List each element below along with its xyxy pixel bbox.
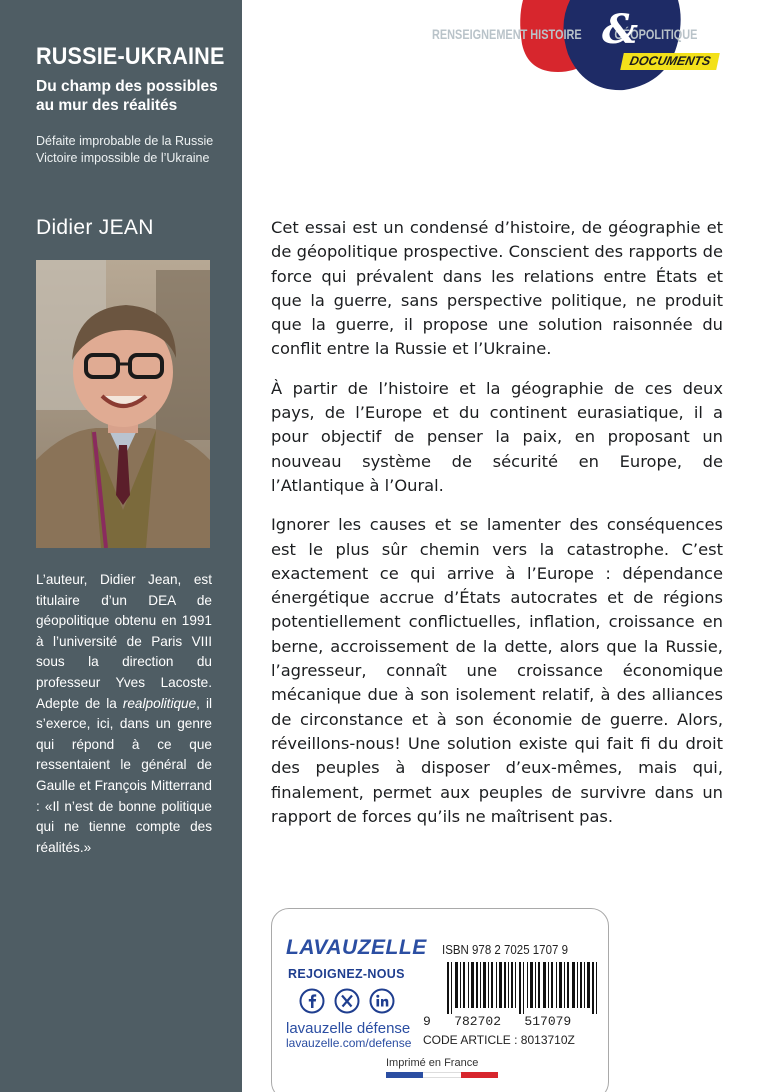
tagline-line-1: Défaite improbable de la Russie [36, 134, 214, 148]
book-tagline [36, 133, 241, 167]
publisher-url[interactable]: lavauzelle.com/defense [286, 1036, 412, 1050]
barcode [447, 962, 599, 1014]
series-logo [430, 0, 771, 95]
flag-blue [386, 1072, 423, 1078]
facebook-icon[interactable] [299, 988, 325, 1014]
author-portrait-illustration [36, 260, 210, 548]
series-name-part2: GÉOPOLITIQUE [614, 26, 698, 42]
flag-white [423, 1072, 460, 1078]
series-name [432, 26, 697, 42]
bio-text-2: , il s’exerce, ici, dans un genre qui répond à ce que ressentaient le général de Gaulle et François Mitterrand : «Il n’est de bonne politique qui ne tienne compte des réalités.» [36, 695, 212, 855]
book-subtitle: Du champ des possibles au mur des réalités [36, 78, 218, 114]
paragraph-1: Cet essai est un condensé d’histoire, de géographie et de géopolitique prospective. Conscient des rapports de force qui prévalent dans les relations entre États et que la guerre, sans perspective politique, ne produit que la guerre, il propose une solution raisonnée du conflit entre la Russie et l’Ukraine. [271, 218, 723, 359]
series-name-part1: RENSEIGNEMENT HISTOIRE [432, 26, 582, 42]
publisher-name: lavauzelle défense [286, 1020, 411, 1037]
sidebar-panel [0, 0, 242, 1092]
documents-badge: DOCUMENTS [620, 53, 720, 70]
author-bio [36, 570, 212, 858]
article-code: CODE ARTICLE : 8013710Z [423, 1033, 575, 1047]
author-photo [36, 260, 210, 548]
paragraph-3: Ignorer les causes et se lamenter des conséquences est le plus sûr chemin vers la catastrophe. C’est exactement ce qui arrive à l’Europe : dépendance énergétique accrue d’États autocrates et de régions potentiellement conflictuelles, inflation, croissance en berne, accroissement de la dette, alors que la Russie, l’agresseur, connaît une croissance économique mécanique due à son isolement relatif, à des alliances de circonstance et à son économie de guerre. Alors, réveillons-nous! Une solution existe qui fait fi du droit des peuples à disposer d’eux-mêmes, mais qui, finalement, permet aux peuples de survivre dans un rapport de forces qu’ils ne maîtrisent pas. [271, 515, 723, 826]
back-cover-text [271, 216, 723, 844]
isbn-number: ISBN 978 2 7025 1707 9 [442, 943, 568, 957]
linkedin-icon[interactable] [369, 988, 395, 1014]
bio-italic-term: realpolitique [122, 695, 197, 711]
author-name: Didier JEAN [36, 216, 154, 239]
printed-in-label: Imprimé en France [386, 1057, 479, 1069]
publisher-logo: LAVAUZELLE [286, 936, 427, 959]
french-flag-stripe [386, 1072, 498, 1078]
paragraph-2: À partir de l’histoire et la géographie de ces deux pays, de l’Europe et du continent eurasiatique, il a pour objectif de penser la paix, en proposant un nouveau système de sécurité en Europe, de l’Atlantique à l’Oural. [271, 378, 723, 495]
series-logo-circles [430, 0, 771, 95]
tagline-line-2: Victoire impossible de l’Ukraine [36, 151, 210, 165]
book-title: RUSSIE-UKRAINE [36, 43, 225, 70]
join-us-label: REJOIGNEZ-NOUS [288, 967, 405, 981]
bio-text-1: L’auteur, Didier Jean, est titulaire d’un DEA de géopolitique obtenu en 1991 à l’université de Paris VIII sous la direction du professeur Yves Lacoste. Adepte de la [36, 572, 212, 711]
flag-red [461, 1072, 498, 1078]
series-ampersand: & [602, 6, 639, 53]
x-icon[interactable] [334, 988, 360, 1014]
barcode-digits: 9 782702 517079 [423, 1014, 572, 1029]
